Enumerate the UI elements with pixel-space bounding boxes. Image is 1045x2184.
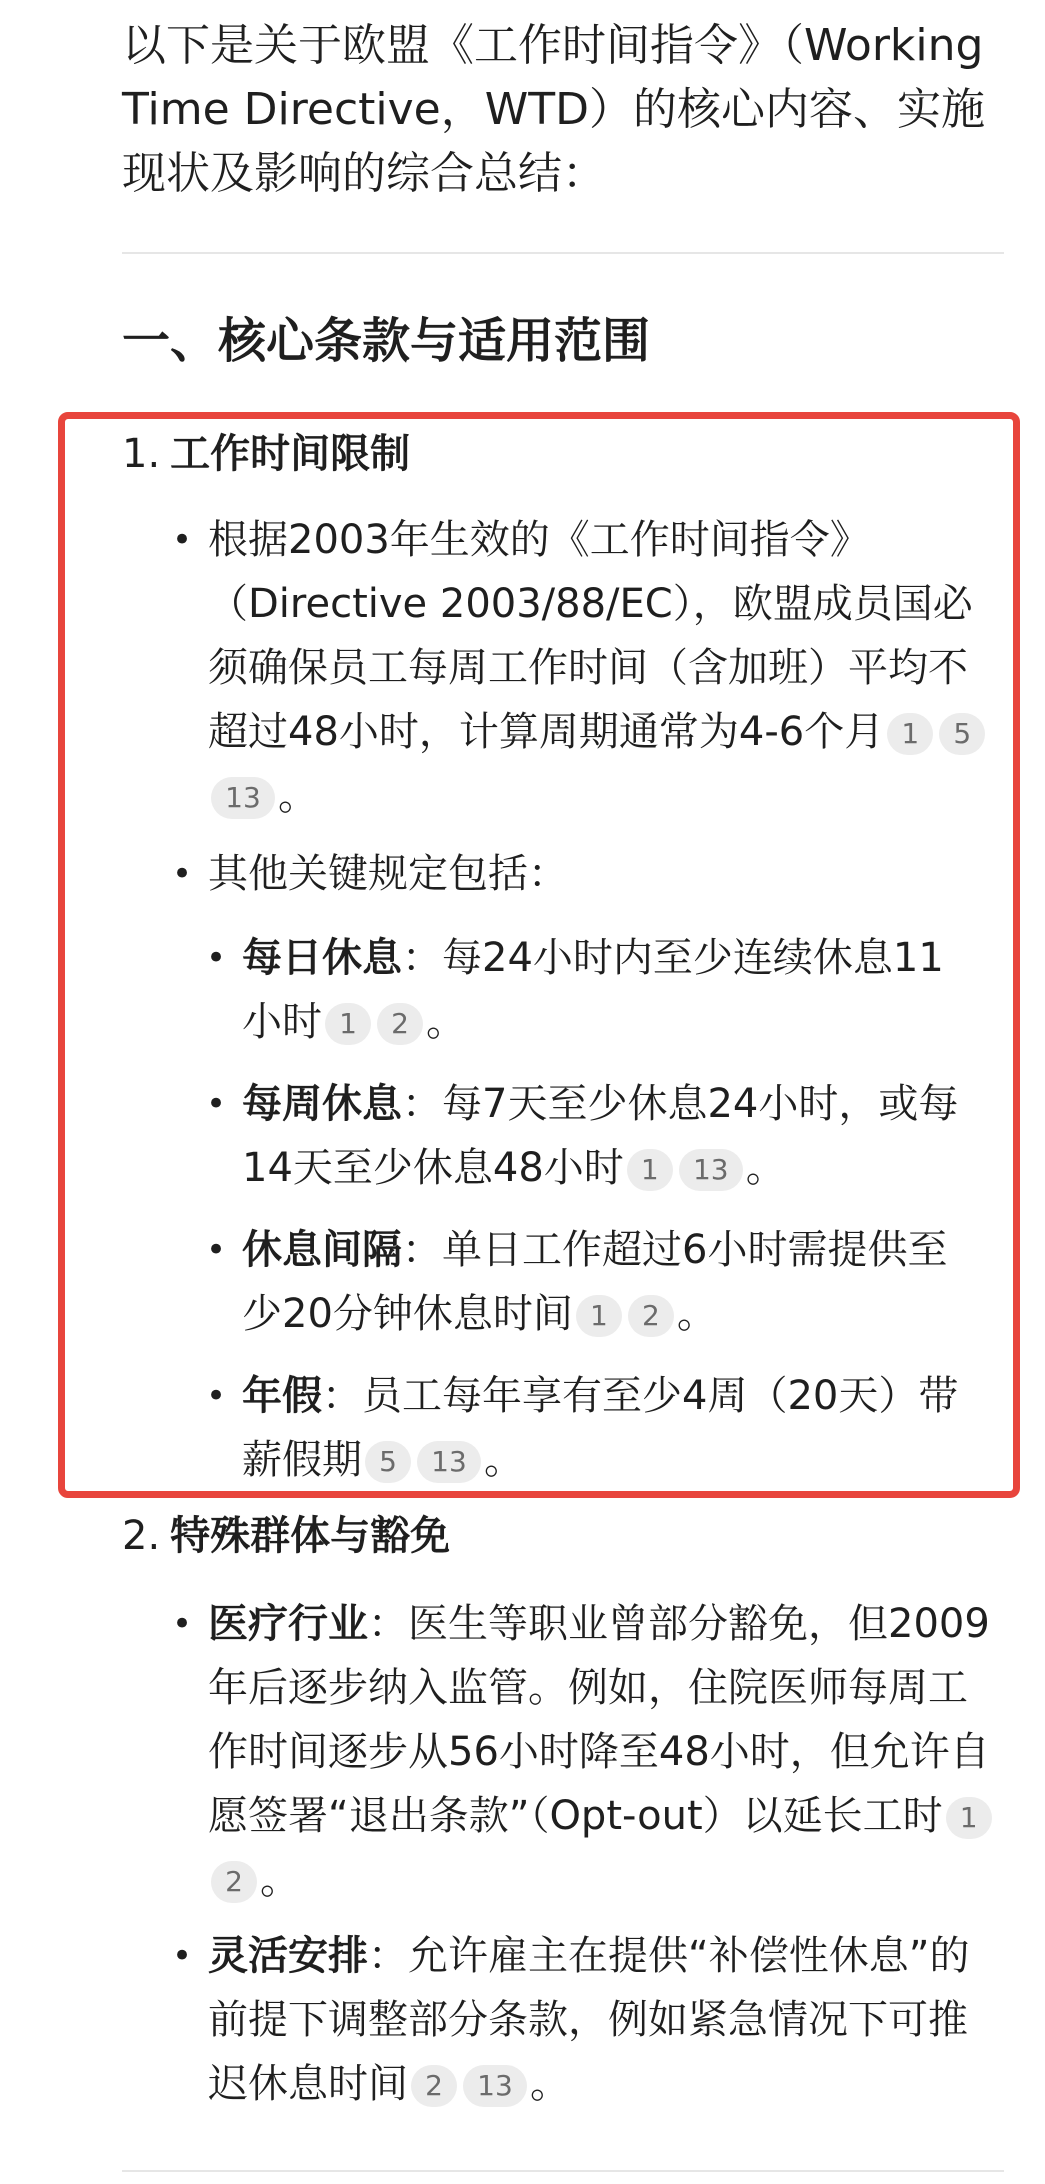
bullet-label: 灵活安排 [208, 1933, 368, 1979]
citation-chip[interactable]: 5 [365, 1441, 411, 1483]
bullet-text: ：允许雇主在提供“补偿性休息”的前提下调整部分条款，例如紧急情况下可推迟休息时间 [208, 1933, 970, 2107]
sub-bullet-label: 休息间隔 [242, 1227, 402, 1273]
sub-bullet-end: 。 [426, 999, 466, 1045]
sub-bullet-item [206, 1218, 972, 1346]
bullet-item [172, 508, 998, 828]
bullet-dot: • [206, 1084, 227, 1124]
bullet-dot: • [206, 1230, 227, 1270]
sub-bullet-item [206, 926, 972, 1054]
section-heading: 一、核心条款与适用范围 [122, 313, 651, 369]
bullet-text: 其他关键规定包括： [208, 851, 568, 897]
list-item-heading: 工作时间限制 [170, 431, 411, 477]
sub-bullet-text: ：员工每年享有至少4周（20天）带薪假期 [242, 1373, 959, 1483]
list-number: 2. [122, 1513, 161, 1559]
bullet-dot: • [206, 938, 227, 978]
citation-chip[interactable]: 13 [679, 1149, 743, 1191]
citation-chip[interactable]: 1 [627, 1149, 673, 1191]
bullet-dot: • [172, 1936, 193, 1976]
intro-paragraph: 以下是关于欧盟《工作时间指令》（Working Time Directive，WTD）的核心内容、实施现状及影响的综合总结： [122, 20, 986, 199]
citation-chip[interactable]: 5 [939, 713, 985, 755]
citation-chip[interactable]: 2 [628, 1295, 674, 1337]
sub-bullet-label: 年假 [242, 1373, 322, 1419]
sub-bullet-label: 每周休息 [242, 1081, 402, 1127]
sub-bullet-text: ：每7天至少休息24小时，或每14天至少休息48小时 [242, 1081, 959, 1191]
bullet-end: 。 [278, 773, 318, 819]
bullet-text: 根据2003年生效的《工作时间指令》（Directive 2003/88/EC），欧盟成员国必须确保员工每周工作时间（含加班）平均不超过48小时，计算周期通常为4-6个月 [208, 517, 973, 755]
citation-chip[interactable]: 13 [463, 2065, 527, 2107]
citation-chip[interactable]: 1 [325, 1003, 371, 1045]
divider [122, 2170, 1004, 2172]
list-item-title [122, 424, 410, 484]
citation-chip[interactable]: 13 [211, 777, 275, 819]
citation-chip[interactable]: 2 [411, 2065, 457, 2107]
bullet-end: 。 [260, 1857, 300, 1903]
citation-chip[interactable]: 2 [211, 1861, 257, 1903]
list-number: 1. [122, 431, 161, 477]
citation-chip[interactable]: 1 [576, 1295, 622, 1337]
sub-bullet-end: 。 [745, 1145, 786, 1191]
sub-bullet-item [206, 1364, 972, 1492]
bullet-dot: • [206, 1376, 227, 1416]
citation-chip[interactable]: 13 [417, 1441, 481, 1483]
citation-chip[interactable]: 2 [377, 1003, 423, 1045]
sub-bullet-text: ：每24小时内至少连续休息11小时 [242, 935, 944, 1045]
sub-bullet-text: ：单日工作超过6小时需提供至少20分钟休息时间 [242, 1227, 948, 1337]
citation-chip[interactable]: 1 [946, 1797, 992, 1839]
bullet-dot: • [172, 1604, 193, 1644]
citation-chip[interactable]: 1 [887, 713, 933, 755]
bullet-text: ：医生等职业曾部分豁免，但2009年后逐步纳入监管。例如，住院医师每周工作时间逐步从56小时降至48小时，但允许自愿签署“退出条款”（Opt-out）以延长工时 [208, 1601, 990, 1839]
bullet-item [172, 842, 998, 906]
bullet-dot: • [172, 520, 193, 560]
bullet-end: 。 [530, 2061, 570, 2107]
list-item-title [122, 1506, 450, 1566]
sub-bullet-end: 。 [484, 1437, 524, 1483]
bullet-item [172, 1924, 998, 2116]
sub-bullet-item [206, 1072, 972, 1200]
bullet-label: 医疗行业 [208, 1601, 368, 1647]
bullet-item [172, 1592, 998, 1912]
divider [122, 252, 1004, 254]
bullet-dot: • [172, 854, 193, 894]
sub-bullet-end: 。 [676, 1291, 717, 1337]
sub-bullet-label: 每日休息 [242, 935, 402, 981]
list-item-heading: 特殊群体与豁免 [170, 1513, 451, 1559]
